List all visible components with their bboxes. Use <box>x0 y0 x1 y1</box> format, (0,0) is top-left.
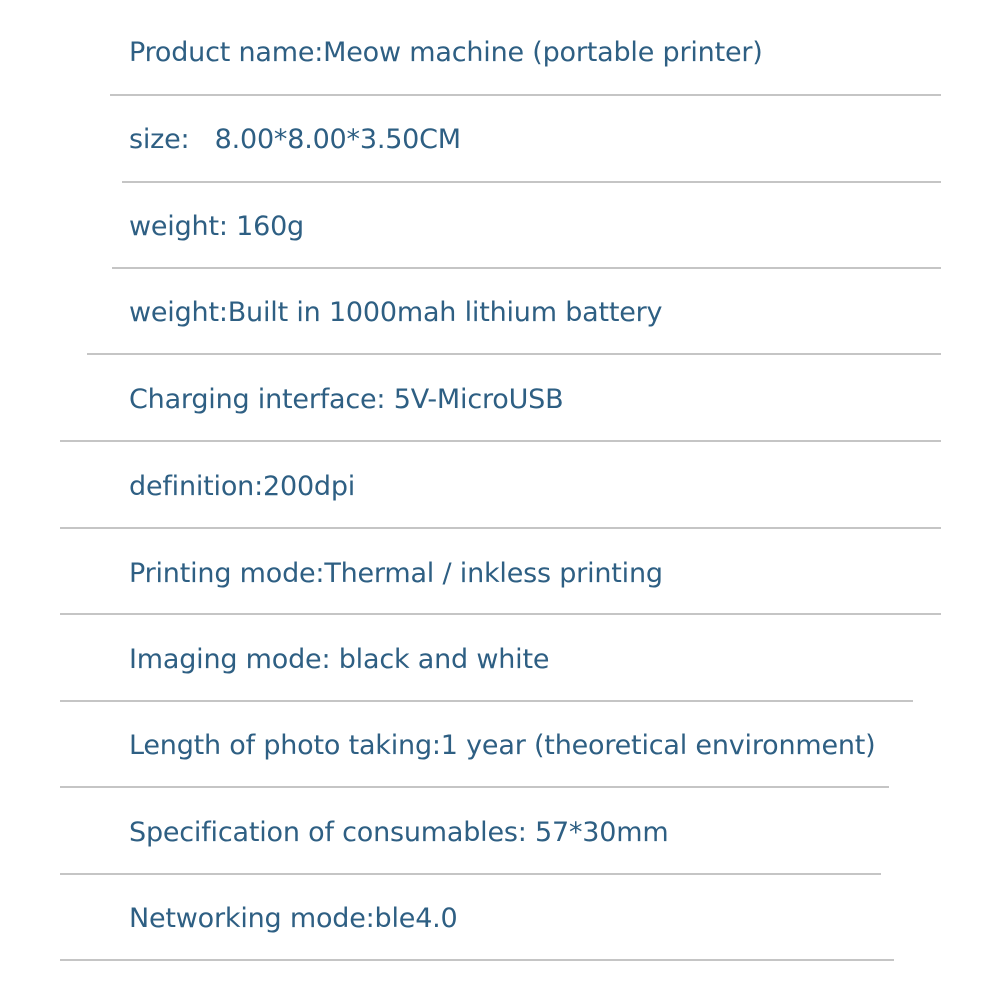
spec-text <box>129 902 458 936</box>
spec-value: ble4.0 <box>374 903 458 934</box>
spec-row-charging-interface <box>0 345 1001 431</box>
spec-value: black and white <box>330 644 550 675</box>
spec-value: 200dpi <box>263 471 356 502</box>
spec-value: 1 year (theoretical environment) <box>440 730 876 761</box>
spec-text <box>129 729 876 763</box>
spec-label: Printing mode: <box>129 558 325 589</box>
spec-label: weight: <box>129 297 228 328</box>
spec-label: Networking mode: <box>129 903 375 934</box>
spec-label: Specification of consumables: <box>129 817 527 848</box>
spec-text <box>129 470 355 504</box>
spec-label: size: <box>129 124 190 155</box>
spec-label: Product name: <box>129 37 324 68</box>
spec-value: 8.00*8.00*3.50CM <box>189 124 461 155</box>
spec-text <box>129 36 763 70</box>
spec-value: 5V-MicroUSB <box>385 384 564 415</box>
spec-row-product-name <box>0 0 1001 86</box>
spec-text <box>129 557 663 591</box>
spec-label: definition: <box>129 471 263 502</box>
spec-label: weight: <box>129 211 228 242</box>
spec-row-consumables <box>0 777 1001 863</box>
spec-row-size <box>0 86 1001 172</box>
spec-value: Meow machine (portable printer) <box>323 37 763 68</box>
spec-row-networking-mode <box>0 864 1001 950</box>
spec-label: Charging interface: <box>129 384 386 415</box>
spec-value: 57*30mm <box>526 817 669 848</box>
spec-text <box>129 383 563 417</box>
spec-value: Thermal / inkless printing <box>324 558 663 589</box>
spec-label: Imaging mode: <box>129 644 331 675</box>
spec-text <box>129 210 304 244</box>
spec-text <box>129 296 662 330</box>
spec-row-battery <box>0 258 1001 344</box>
spec-value: Built in 1000mah lithium battery <box>227 297 663 328</box>
spec-row-photo-length <box>0 691 1001 777</box>
spec-row-imaging-mode <box>0 604 1001 690</box>
spec-row-weight <box>0 172 1001 258</box>
spec-text <box>129 643 549 677</box>
spec-divider <box>60 959 894 961</box>
spec-label: Length of photo taking: <box>129 730 441 761</box>
spec-text <box>129 816 668 850</box>
spec-row-definition <box>0 431 1001 517</box>
spec-row-printing-mode <box>0 518 1001 604</box>
spec-value: 160g <box>227 211 304 242</box>
spec-text <box>129 123 461 157</box>
